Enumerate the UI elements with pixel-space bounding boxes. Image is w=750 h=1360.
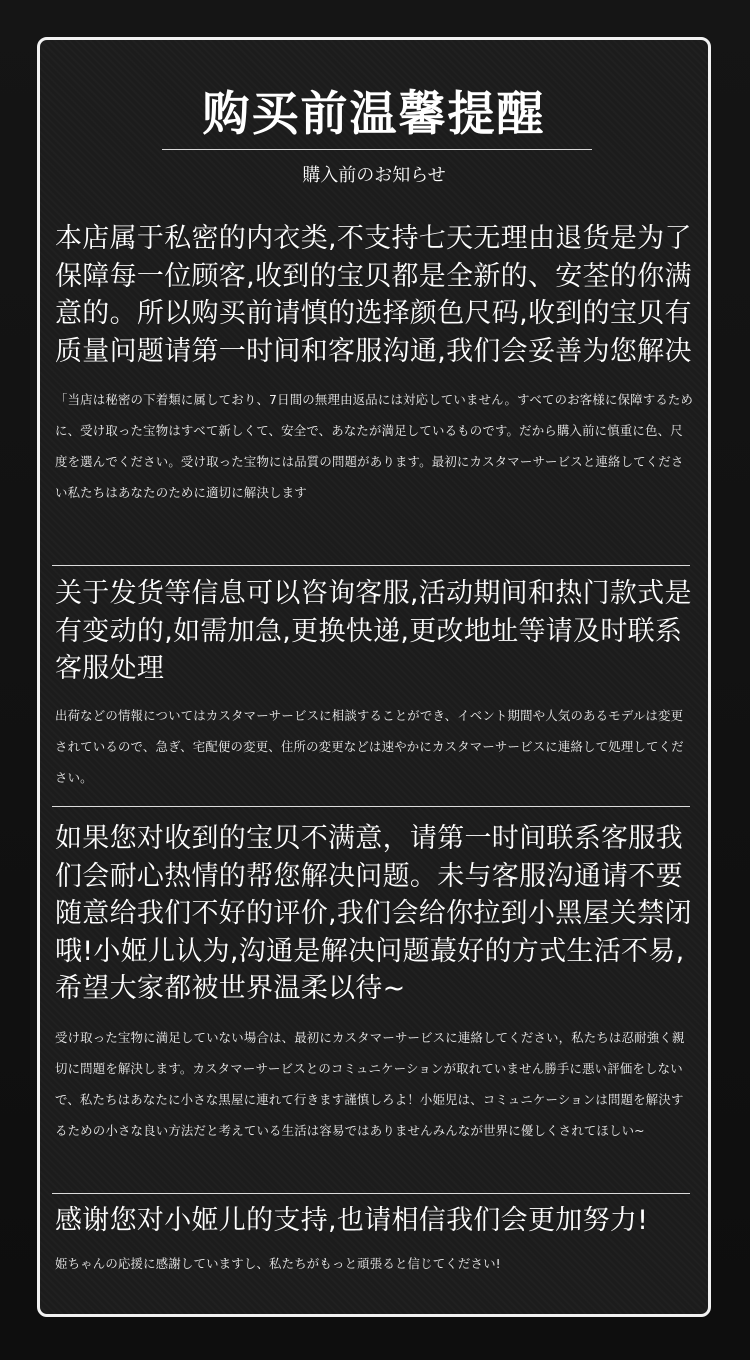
section-chinese-text: 本店属于私密的内衣类,不支持七天无理由退货是为了保障每一位顾客,收到的宝贝都是全新的、安荃的你满意的。所以购买前请慎的选择颜色尺码,收到的宝贝有质量问题请第一时间和客服沟通,我们会妥善为您解决 [55, 223, 692, 367]
page-subtitle: 購入前のお知らせ [302, 165, 446, 186]
section-chinese-text: 如果您对收到的宝贝不满意，请第一时间联系客服我们会耐心热情的帮您解决问题。未与客服沟通请不要随意给我们不好的评价,我们会给你拉到小黑屋关禁闭哦!小姬儿认为,沟通是解决问题蕞好的方式生活不易,希望大家都被世界温柔以待~ [55, 823, 692, 1004]
section-chinese-text: 关于发货等信息可以咨询客服,活动期间和热门款式是有变动的,如需加急,更换快递,更改地址等请及时联系客服处理 [55, 578, 692, 684]
notice-panel [37, 37, 711, 1317]
section-divider [52, 565, 690, 566]
section-divider [52, 806, 690, 807]
section-divider [52, 1193, 690, 1194]
section-japanese-text: 出荷などの情報についてはカスタマーサービスに相談することができ、イベント期間や人気のあるモデルは変更されているので、急ぎ、宅配便の変更、住所の変更などは速やかにカスタマーサービスに連絡して処理してください。 [55, 707, 684, 785]
title-divider [162, 149, 592, 150]
section-chinese-text: 感谢您对小姬儿的支持,也请相信我们会更加努力! [55, 1205, 649, 1236]
section-japanese-text: 姫ちゃんの応援に感謝していますし、私たちがもっと頑張ると信じてください! [55, 1255, 501, 1271]
section-japanese-text: 「当店は秘密の下着類に属しており、7日間の無理由返品には対応していません。すべてのお客様に保障するために、受け取った宝物はすべて新しくて、安全で、あなたが満足しているものです。だから購入前に慎重に色、尺度を選んでください。受け取った宝物には品質の問題があります。最初にカスタマーサービスと連絡してください私たちはあなたのために適切に解決します [55, 392, 694, 500]
page-title: 购买前温馨提醒 [202, 87, 546, 142]
section-japanese-text: 受け取った宝物に満足していない場合は、最初にカスタマーサービスに連絡してください，私たちは忍耐強く親切に問題を解決します。カスタマーサービスとのコミュニケーションが取れていません勝手に悪い評価をしないで、私たちはあなたに小さな黒屋に連れて行きます謹慎しろよ！小姫児は、コミュニケーションは問題を解決するための小さな良い方法だと考えている生活は容易ではありませんみんなが世界に優しくされてほしい~ [55, 1029, 685, 1138]
notice-section-feedback [55, 820, 695, 1146]
notice-section-shipping [55, 575, 695, 793]
notice-section-thanks [55, 1202, 695, 1279]
notice-section-returns [55, 220, 695, 508]
